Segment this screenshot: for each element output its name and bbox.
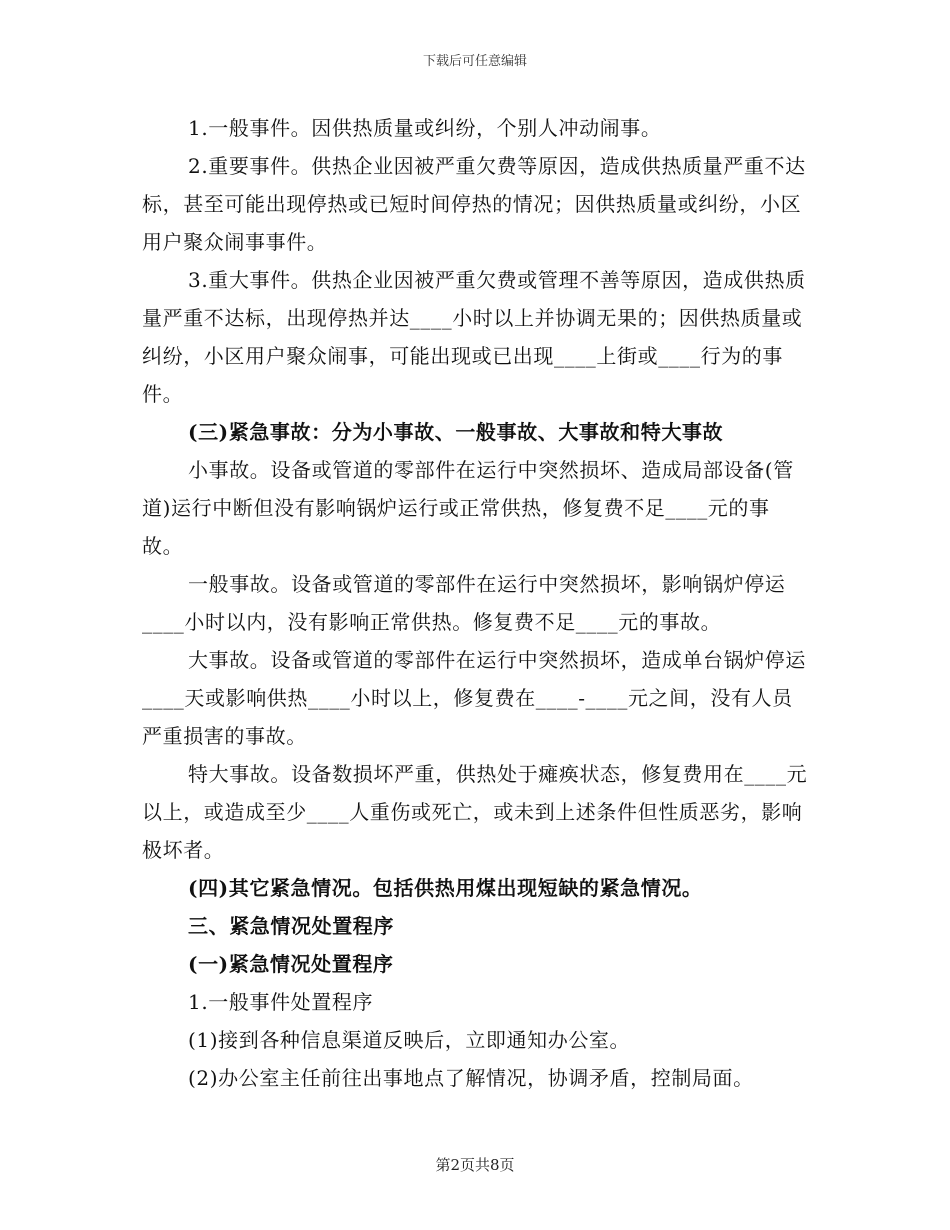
page-footer: 第2页共8页 [435,1156,515,1174]
procedure-step-2: (2)办公室主任前往出事地点了解情况，协调矛盾，控制局面。 [188,1066,754,1090]
section-heading-emergency-accidents: (三)紧急事故：分为小事故、一般事故、大事故和特大事故 [188,420,724,444]
procedure-step-1: (1)接到各种信息渠道反映后，立即通知办公室。 [188,1028,631,1052]
page-header: 下载后可任意编辑 [422,54,527,69]
paragraph-major-accident: 大事故。设备或管道的零部件在运行中突然损坏，造成单台锅炉停运____天或影响供热____小时以上，修复费在____-____元之间，没有人员严重损害的事故。 [142,648,806,748]
paragraph-important-event: 2.重要事件。供热企业因被严重欠费等原因，造成供热质量严重不达标，甚至可能出现停热或已短时间停热的情况；因供热质量或纠纷，小区用户聚众闹事事件。 [142,154,806,254]
paragraph-major-event: 3.重大事件。供热企业因被严重欠费或管理不善等原因，造成供热质量严重不达标，出现停热并达____小时以上并协调无果的；因供热质量或纠纷，小区用户聚众闹事，可能出现或已出现____上街或____行为的事件。 [142,268,806,406]
document-body [142,109,808,1097]
paragraph-general-accident: 一般事故。设备或管道的零部件在运行中突然损坏，影响锅炉停运____小时以内，没有影响正常供热。修复费不足____元的事故。 [142,572,786,634]
subheading-general-event-procedure: 1.一般事件处置程序 [188,990,374,1014]
section-heading-procedures: (一)紧急情况处置程序 [188,952,394,976]
paragraph-minor-accident: 小事故。设备或管道的零部件在运行中突然损坏、造成局部设备(管道)运行中断但没有影响锅炉运行或正常供热，修复费不足____元的事故。 [142,458,794,558]
paragraph-severe-accident: 特大事故。设备数损坏严重，供热处于瘫痪状态，修复费用在____元以上，或造成至少____人重伤或死亡，或未到上述条件但性质恶劣，影响极坏者。 [142,762,808,862]
paragraph-general-event: 1.一般事件。因供热质量或纠纷，个别人冲动闹事。 [188,116,662,140]
section-heading-other-emergencies: (四)其它紧急情况。包括供热用煤出现短缺的紧急情况。 [188,876,703,900]
chapter-heading-procedures: 三、紧急情况处置程序 [188,914,394,938]
